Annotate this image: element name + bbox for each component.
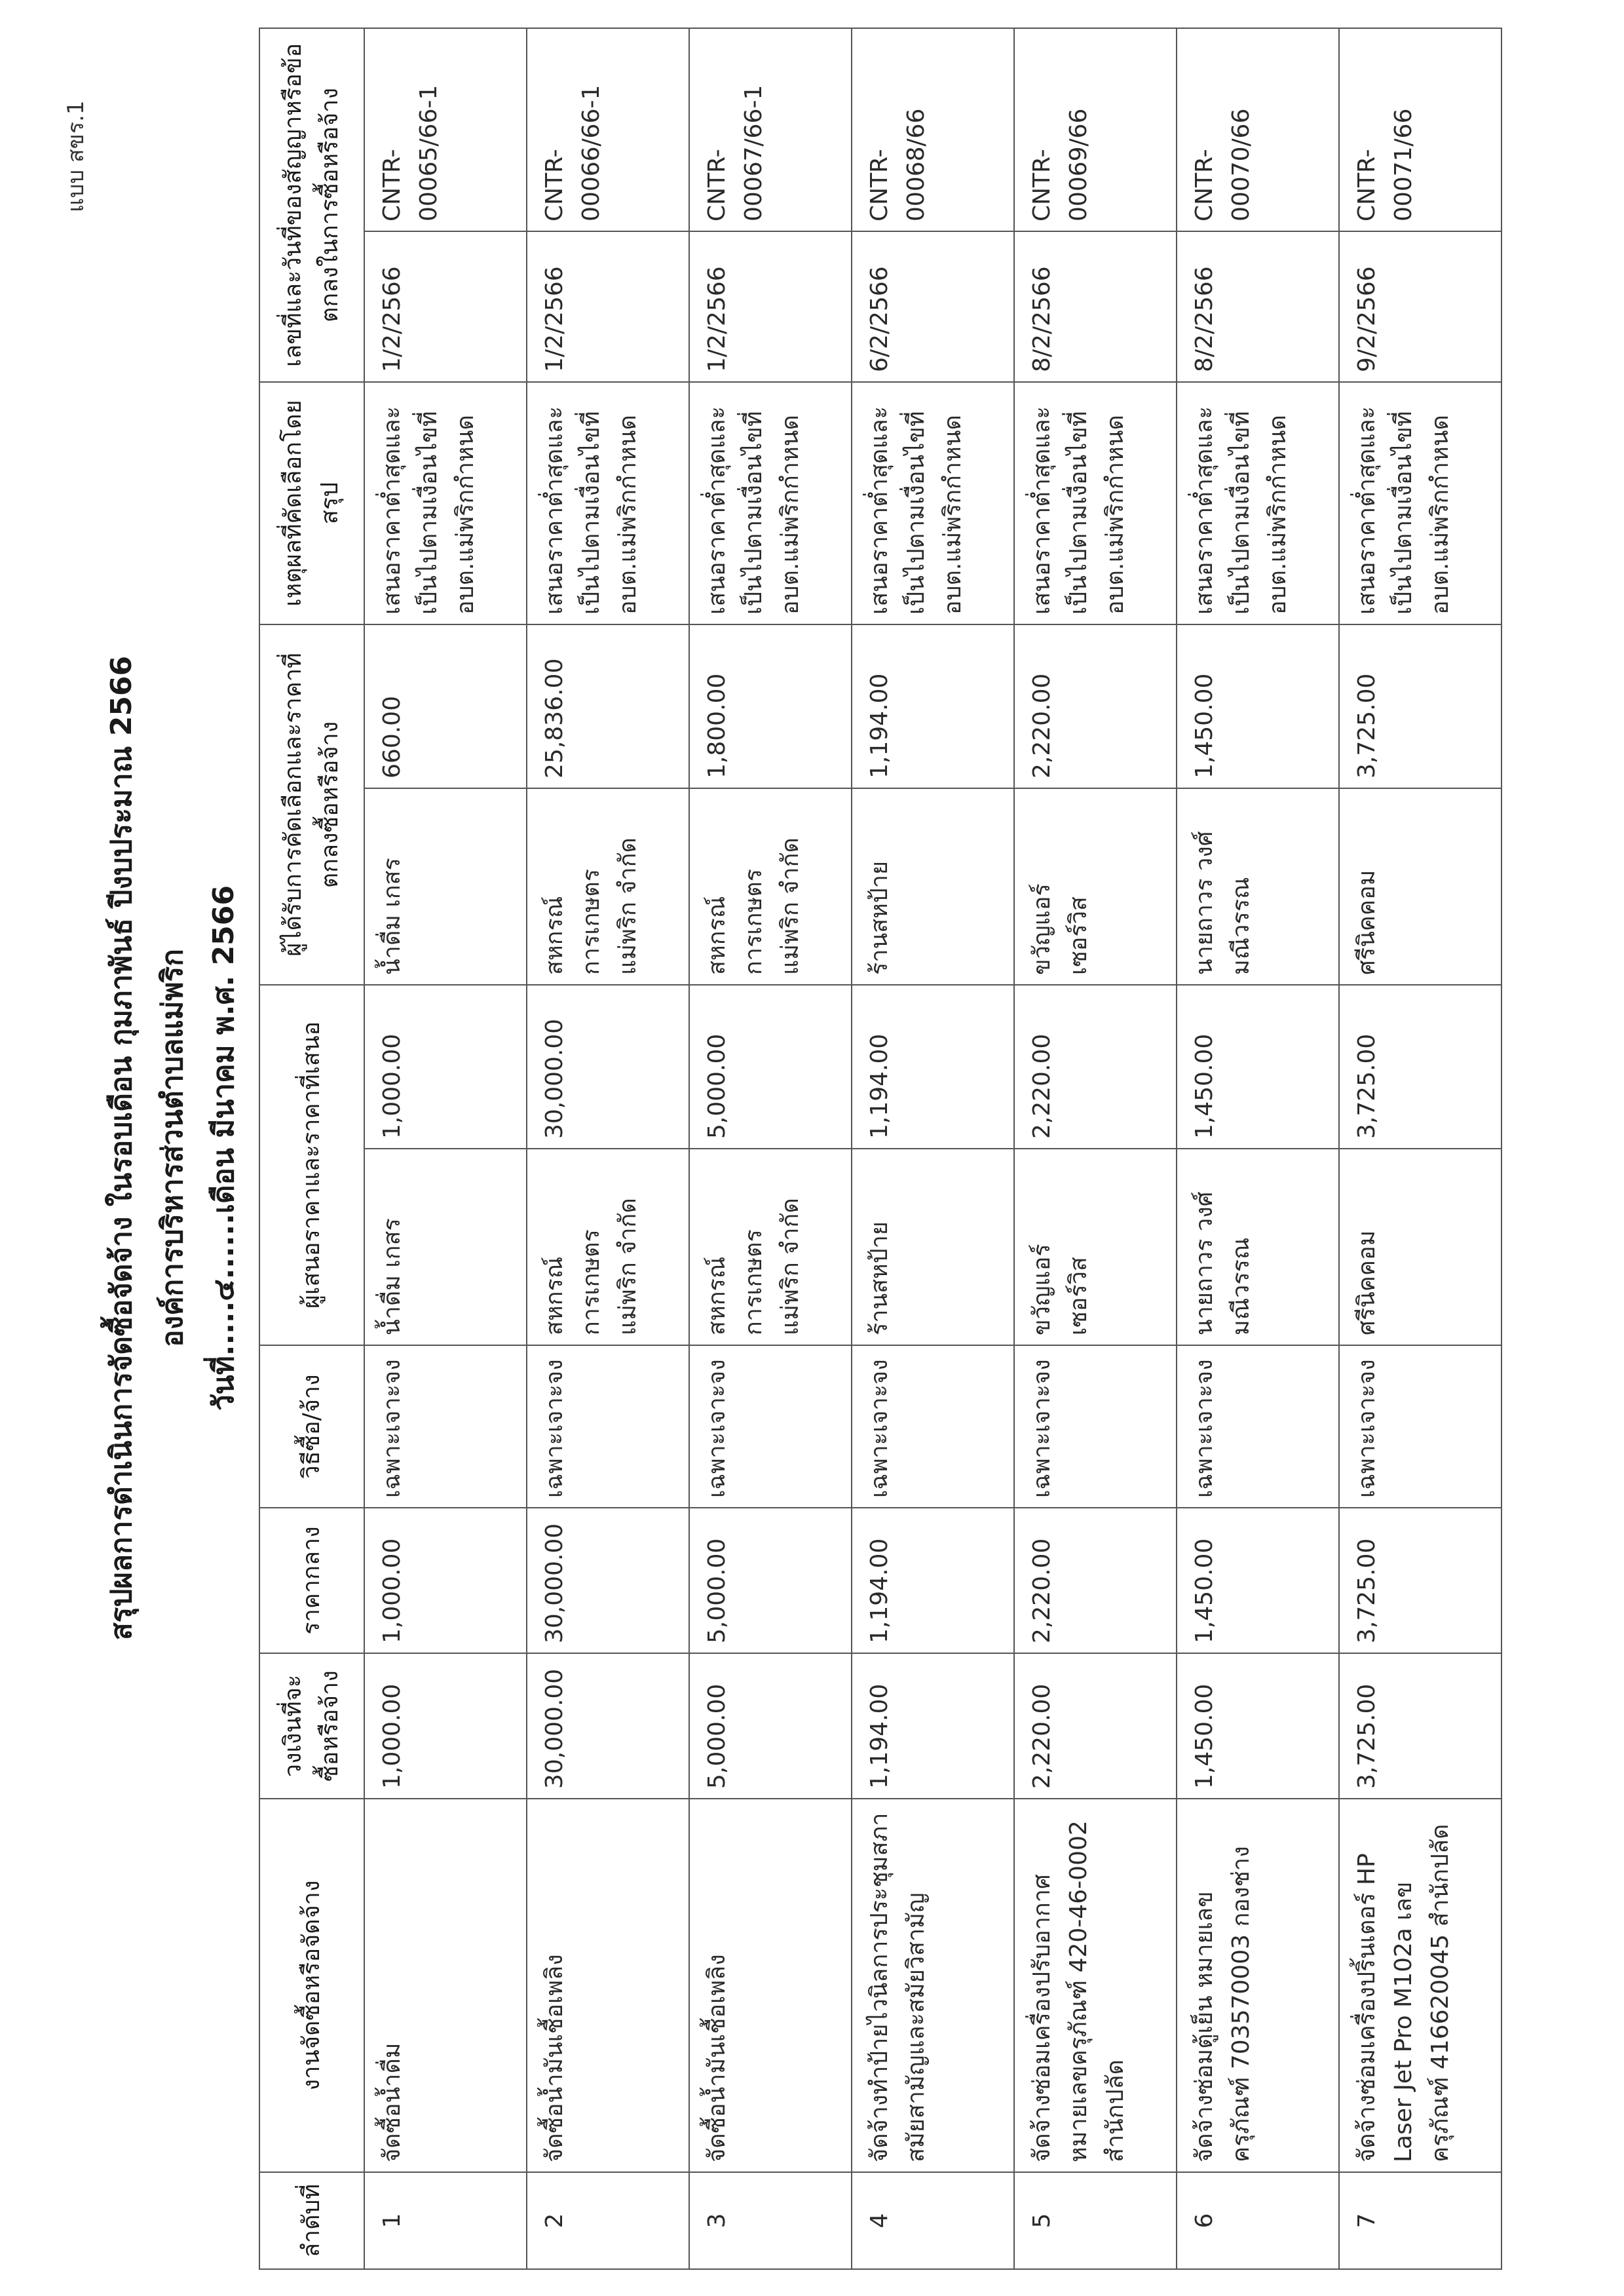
cell-no: 7 [1339, 2172, 1501, 2269]
cell-contract-date: 8/2/2566 [1014, 231, 1177, 382]
cell-reason: เสนอราคาต่ำสุดและเป็นไปตามเงื่อนไขที่ อบต.แม่พริกกำหนด [1014, 382, 1177, 624]
cell-median-price: 5,000.00 [689, 1508, 852, 1653]
cell-budget: 5,000.00 [689, 1653, 852, 1799]
cell-median-price: 1,000.00 [364, 1508, 527, 1653]
table-row [1339, 28, 1501, 2269]
cell-reason: เสนอราคาต่ำสุดและเป็นไปตามเงื่อนไขที่ อบต.แม่พริกกำหนด [689, 382, 852, 624]
cell-bid-price: 5,000.00 [689, 985, 852, 1149]
cell-contract-date: 9/2/2566 [1339, 231, 1501, 382]
cell-no: 6 [1177, 2172, 1339, 2269]
cell-bid-price: 3,725.00 [1339, 985, 1501, 1149]
cell-win-price: 25,836.00 [527, 624, 689, 788]
cell-budget: 30,000.00 [527, 1653, 689, 1799]
cell-method: เฉพาะเจาะจง [1177, 1345, 1339, 1508]
cell-contract-date: 1/2/2566 [364, 231, 527, 382]
cell-win-price: 1,800.00 [689, 624, 852, 788]
cell-budget: 1,000.00 [364, 1653, 527, 1799]
cell-contract-date: 1/2/2566 [527, 231, 689, 382]
form-code: แบบ สขร.1 [63, 100, 89, 212]
table-row [852, 28, 1014, 2269]
table-row [1177, 28, 1339, 2269]
cell-bidder: นายถาวร วงศ์มณีวรรณ [1177, 1149, 1339, 1345]
cell-winner: นายถาวร วงศ์มณีวรรณ [1177, 788, 1339, 985]
organization-name: องค์การบริหารส่วนตำบลแม่พริก [156, 949, 189, 1347]
cell-median-price: 1,450.00 [1177, 1508, 1339, 1653]
cell-win-price: 2,220.00 [1014, 624, 1177, 788]
header-bidders: ผู้เสนอราคาและราคาที่เสนอ [259, 985, 364, 1345]
cell-contract-date: 1/2/2566 [689, 231, 852, 382]
cell-no: 3 [689, 2172, 852, 2269]
cell-budget: 3,725.00 [1339, 1653, 1501, 1799]
procurement-summary-table [259, 28, 1502, 2270]
cell-contract-no: CNTR-00066/66-1 [527, 28, 689, 231]
cell-no: 4 [852, 2172, 1014, 2269]
cell-reason: เสนอราคาต่ำสุดและเป็นไปตามเงื่อนไขที่ อบต.แม่พริกกำหนด [1177, 382, 1339, 624]
header-budget: วงเงินที่จะซื้อหรือจ้าง [259, 1653, 364, 1799]
cell-win-price: 1,194.00 [852, 624, 1014, 788]
cell-median-price: 1,194.00 [852, 1508, 1014, 1653]
cell-work: จัดจ้างซ่อมเครื่องปริ้นเตอร์ HP Laser Jet Pro M102a เลขครุภัณฑ์ 416620045 สำนักปลัด [1339, 1799, 1501, 2172]
cell-winner: สหกรณ์การเกษตร แม่พริก จำกัด [689, 788, 852, 985]
cell-method: เฉพาะเจาะจง [1014, 1345, 1177, 1508]
cell-contract-no: CNTR-00067/66-1 [689, 28, 852, 231]
cell-contract-no: CNTR-00071/66 [1339, 28, 1501, 231]
cell-contract-date: 8/2/2566 [1177, 231, 1339, 382]
cell-contract-no: CNTR-00070/66 [1177, 28, 1339, 231]
cell-reason: เสนอราคาต่ำสุดและเป็นไปตามเงื่อนไขที่ อบต.แม่พริกกำหนด [852, 382, 1014, 624]
table-body [364, 28, 1501, 2269]
cell-bidder: ศรีนิคคอม [1339, 1149, 1501, 1345]
cell-bid-price: 1,194.00 [852, 985, 1014, 1149]
header-no: ลำดับที่ [259, 2172, 364, 2269]
cell-work: จัดจ้างทำป้ายไวนิลการประชุมสภาสมัยสามัญและสมัยวิสามัญ [852, 1799, 1014, 2172]
header-median-price: ราคากลาง [259, 1508, 364, 1653]
cell-median-price: 3,725.00 [1339, 1508, 1501, 1653]
cell-method: เฉพาะเจาะจง [1339, 1345, 1501, 1508]
cell-bidder: ขวัญแอร์ เซอร์วิส [1014, 1149, 1177, 1345]
cell-no: 2 [527, 2172, 689, 2269]
cell-bidder: ร้านสหป้าย [852, 1149, 1014, 1345]
header-winner: ผู้ได้รับการคัดเลือกและราคาที่ตกลงซื้อหรือจ้าง [259, 624, 364, 985]
cell-contract-no: CNTR-00068/66 [852, 28, 1014, 231]
cell-budget: 1,450.00 [1177, 1653, 1339, 1799]
cell-winner: ร้านสหป้าย [852, 788, 1014, 985]
cell-work: จัดจ้างซ่อมเครื่องปรับอากาศ หมายเลขครุภัณฑ์ 420-46-0002 สำนักปลัด [1014, 1799, 1177, 2172]
cell-bid-price: 2,220.00 [1014, 985, 1177, 1149]
cell-no: 1 [364, 2172, 527, 2269]
table-row [527, 28, 689, 2269]
table-row [1014, 28, 1177, 2269]
cell-bidder: สหกรณ์การเกษตร แม่พริก จำกัด [527, 1149, 689, 1345]
cell-reason: เสนอราคาต่ำสุดและเป็นไปตามเงื่อนไขที่ อบต.แม่พริกกำหนด [527, 382, 689, 624]
cell-contract-date: 6/2/2566 [852, 231, 1014, 382]
header-row [259, 28, 364, 2269]
cell-winner: น้ำดื่ม เกสร [364, 788, 527, 985]
cell-work: จัดซื้อน้ำมันเชื้อเพลิง [689, 1799, 852, 2172]
cell-winner: ศรีนิคคอม [1339, 788, 1501, 985]
cell-bid-price: 30,000.00 [527, 985, 689, 1149]
cell-budget: 1,194.00 [852, 1653, 1014, 1799]
cell-median-price: 2,220.00 [1014, 1508, 1177, 1653]
cell-method: เฉพาะเจาะจง [852, 1345, 1014, 1508]
cell-no: 5 [1014, 2172, 1177, 2269]
cell-bid-price: 1,000.00 [364, 985, 527, 1149]
cell-winner: ขวัญแอร์ เซอร์วิส [1014, 788, 1177, 985]
cell-win-price: 660.00 [364, 624, 527, 788]
cell-bidder: น้ำดื่ม เกสร [364, 1149, 527, 1345]
cell-reason: เสนอราคาต่ำสุดและเป็นไปตามเงื่อนไขที่ อบต.แม่พริกกำหนด [364, 382, 527, 624]
header-contract: เลขที่และวันที่ของสัญญาหรือข้อตกลงในการซื้อหรือจ้าง [259, 28, 364, 382]
header-reason: เหตุผลที่คัดเลือกโดยสรุป [259, 382, 364, 624]
cell-budget: 2,220.00 [1014, 1653, 1177, 1799]
table-row [689, 28, 852, 2269]
document-title: สรุปผลการดำเนินการจัดซื้อจัดจ้าง ในรอบเดือน กุมภาพันธ์ ปีงบประมาณ 2566 [105, 655, 138, 1641]
cell-work: จัดซื้อน้ำดื่ม [364, 1799, 527, 2172]
header-work: งานจัดซื้อหรือจัดจ้าง [259, 1799, 364, 2172]
cell-bid-price: 1,450.00 [1177, 985, 1339, 1149]
cell-work: จัดจ้างซ่อมตู้เย็น หมายเลขครุภัณฑ์ 703570003 กองช่าง [1177, 1799, 1339, 2172]
header-method: วิธีซื้อ/จ้าง [259, 1345, 364, 1508]
cell-winner: สหกรณ์การเกษตร แม่พริก จำกัด [527, 788, 689, 985]
cell-method: เฉพาะเจาะจง [689, 1345, 852, 1508]
cell-contract-no: CNTR-00065/66-1 [364, 28, 527, 231]
cell-win-price: 1,450.00 [1177, 624, 1339, 788]
cell-median-price: 30,000.00 [527, 1508, 689, 1653]
cell-win-price: 3,725.00 [1339, 624, 1501, 788]
cell-work: จัดซื้อน้ำมันเชื้อเพลิง [527, 1799, 689, 2172]
cell-reason: เสนอราคาต่ำสุดและเป็นไปตามเงื่อนไขที่ อบต.แม่พริกกำหนด [1339, 382, 1501, 624]
cell-contract-no: CNTR-00069/66 [1014, 28, 1177, 231]
document-date: วันที่.....๔......เดือน มีนาคม พ.ศ. 2566 [207, 885, 240, 1411]
cell-method: เฉพาะเจาะจง [527, 1345, 689, 1508]
cell-bidder: สหกรณ์การเกษตร แม่พริก จำกัด [689, 1149, 852, 1345]
cell-method: เฉพาะเจาะจง [364, 1345, 527, 1508]
table-row [364, 28, 527, 2269]
